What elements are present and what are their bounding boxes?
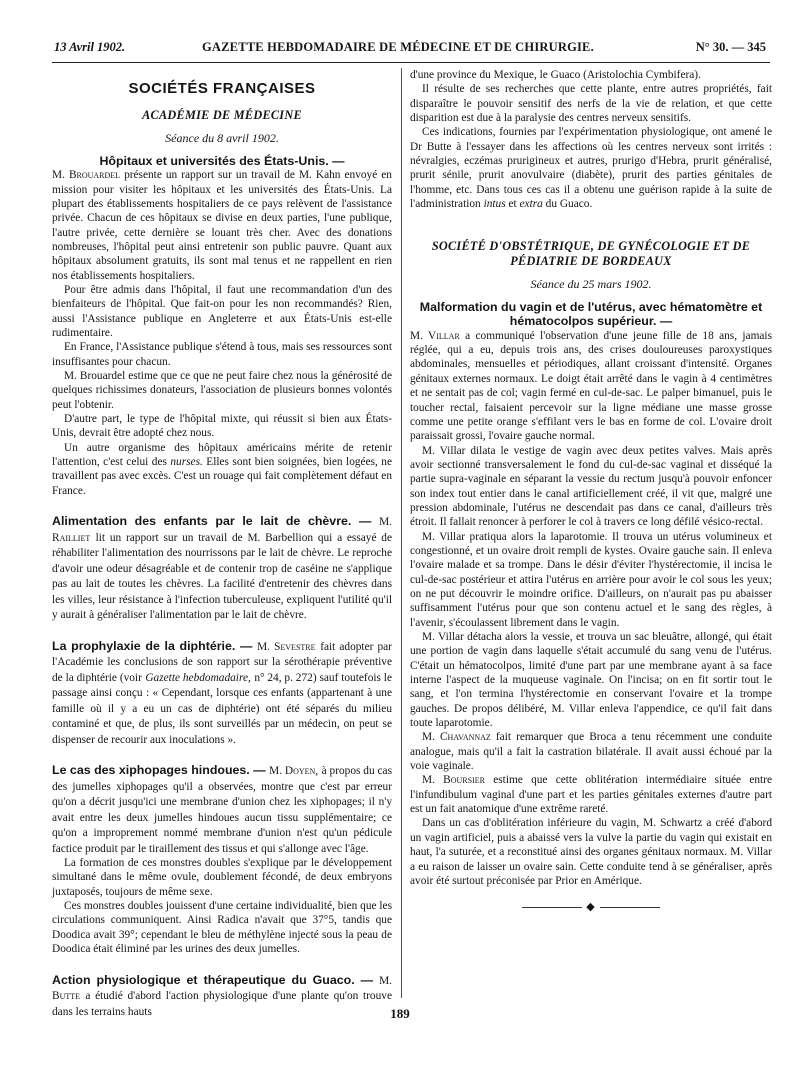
right-column xyxy=(410,68,772,915)
header-rule xyxy=(52,62,770,63)
article-paragraph: M. Villar détacha alors la vessie, et trouva un sac bleuâtre, allongé, qui était une portion de vagin dans laquelle s'était accumulé du sang venu de l'utérus. C'était un hématocolpos, limité d'une part par une membrane ayant à sa face interne l'aspect de la muqueuse vaginale. On l'incisa; on en fit sortir tout le sang, et l'on termina l'hystérectomie en conservant l'ovaire et la trompe gauches. De propos délibéré, M. Villar enleva l'appendice, ce qu'il fait dans toute laparotomie. xyxy=(410,631,772,730)
author-name: M. Butte xyxy=(52,974,392,1002)
author-name: M. Chavannaz xyxy=(422,731,491,744)
end-ornament xyxy=(410,900,772,914)
page-folio: 189 xyxy=(390,1006,410,1021)
issue-number-page: N° 30. — 345 xyxy=(695,40,766,54)
column-divider xyxy=(401,68,402,998)
author-name: M. Brouardel xyxy=(52,169,121,182)
article-paragraph: M. Villar dilata le vestige de vagin avec deux petites valves. Mais après avoir sectionné transversalement le fond du cul-de-sac vaginal et disséqué la partie supra-vaginale en séparant la vessie du rectum jusqu'à pouvoir enfoncer son index tout entier dans le canal artificiellement créé, il vit que, malgré une pression abdominale, l'utérus ne descendait pas dans ce canal, d'ailleurs très étroit. Il fallait renoncer à perforer le col à travers ce long défilé vésico-rectal. xyxy=(410,444,772,529)
author-name: M. Railliet xyxy=(52,516,392,544)
article-paragraph: Un autre organisme des hôpitaux américains mérite de retenir l'attention, c'est celui des nurses. Elles sont bien soignées, bien logées, ne travaillent pas avec excès. C'est un rouage qui fait complètement défaut en France. xyxy=(52,441,393,497)
article-paragraph: M. Villar a communiqué l'observation d'une jeune fille de 18 ans, jamais réglée, qui a eu, depuis trois ans, des crises douloureuses paroxystiques abdominales, mensuelles et périodiques, allant croissant d'intensité. Organes génitaux externes normaux. Le doigt était arrêté dans le vagin à 4 centimètres et ne sentait pas de col; vagin fermé en cul-de-sac. Le palper bimanuel, puis le toucher rectal, faisaient percevoir sur la ligne médiane une masse grosse comme une petite orange s'effilant vers le bas en forme de col. L'ovaire droit paraissait grossi, l'ovaire gauche normal. xyxy=(410,329,773,443)
author-name: M. Sevestre xyxy=(257,640,316,653)
society-title-bordeaux: SOCIÉTÉ D'OBSTÉTRIQUE, DE GYNÉCOLOGIE ET DE PÉDIATRIE DE BORDEAUX xyxy=(431,239,751,269)
article-paragraph: Ces indications, fournies par l'expérimentation physiologique, ont amené le Dr Butte à l'essayer dans les affections où les centres nerveux sont irrités : névralgies, eczémas prurigineux et autres, prurigo d'Hebra, prurit généralisé, prurit sénile, prurit anovulvaire (diabète), prurit des parties génitales de l'homme, etc. Dans tous ces cas il a obtenu une guérison rapide à la suite de l'administration intus et extra du Guaco. xyxy=(410,126,772,211)
diamond-ornament-icon: ◆ xyxy=(586,901,596,914)
author-name: M. Villar xyxy=(410,329,460,342)
article-title-malformation: Malformation du vagin et de l'utérus, avec hématomètre et hématocolpos supérieur. — xyxy=(419,299,763,329)
article-paragraph: d'une province du Mexique, le Guaco (Aristolochia Cymbifera). xyxy=(410,69,701,81)
author-name: M. Doyen, xyxy=(269,765,319,778)
society-title-academie: ACADÉMIE DE MÉDECINE xyxy=(142,108,302,123)
article-title-lait-chevre: Alimentation des enfants par le lait de chèvre. — M. Railliet lit un rapport sur un travail de M. Barbellion qui a essayé de réhabiliter l'alimentation des nourrissons par le lait de chèvre. Le reproche d'avoir une odeur désagréable et de contenir trop de caséine ne s'applique pas au lait de toutes les chèvres. La facilité d'entretenir des chèvres dans les villes, leur résistance à l'infection tuberculeuse, expliquent l'utilité qu'il y aurait à généraliser l'alimentation par le lait de chèvre. xyxy=(52,514,392,622)
article-paragraph: Pour être admis dans l'hôpital, il faut une recommandation d'un des bienfaiteurs de l'hôpital. Que fait-on pour les non recommandés? Rien, aussi l'Assistance publique en Angleterre et aux États-Unis est-elle rudimentaire. xyxy=(52,283,392,339)
article-paragraph: En France, l'Assistance publique s'étend à tous, mais ses ressources sont insuffisantes pour chacun. xyxy=(52,341,392,368)
article-title-guaco: Action physiologique et thérapeutique du Guaco. — M. Butte a étudié d'abord l'action physiologique d'une plante qu'on trouve dans les terrains hauts xyxy=(52,972,392,1018)
article-title-xiphopages: Le cas des xiphopages hindoues. — M. Doyen, à propos du cas des jumelles xiphopages qu'il a observées, montre que c'est par erreur qu'on a décrit jusqu'ici une membrane d'union chez les xiphopages; il n'y avait entre les deux jumelles hindoues aucun tissu supplémentaire; ce qu'on a improprement nommé membrane d'union n'est qu'un pédicule factice produit par le tiraillement des tissus et qui s'allonge avec l'âge. xyxy=(52,763,392,855)
article-paragraph: Dans un cas d'oblitération inférieure du vagin, M. Schwartz a créé d'abord un vagin artificiel, puis a abaissé vers la vulve la partie du vagin qui existait en haut, l'a suturée, et a reconstitué ainsi des organes génitaux normaux. M. Villar a eu raison de laisser un ovaire sain. Cette conduite tend à se généraliser, après avoir été surtout préconisée par Prior en Amérique. xyxy=(410,817,772,887)
article-title-diphterie: La prophylaxie de la diphtérie. — M. Sevestre fait adopter par l'Académie les conclusions de son rapport sur la sérothérapie préventive de la diphtérie (voir Gazette hebdomadaire, n° 24, p. 272) sauf toutefois le passage ainsi conçu : « Cependant, lorsque ces enfants (appartenant à une famille où il y a eu un cas de diphtérie) ont été séparés du milieu contaminé et que, de plus, ils sont surveillés par un médecin, on peut se dispenser de recourir aux inoculations ». xyxy=(52,638,392,746)
article-paragraph: M. Chavannaz fait remarquer que Broca a tenu récemment une conduite analogue, mais qu'il a fait la castration bilatérale. Il avait aussi échoué par la voie vaginale. xyxy=(410,731,773,773)
running-header xyxy=(54,40,766,58)
issue-date: 13 Avril 1902. xyxy=(54,40,126,54)
article-paragraph: Il résulte de ses recherches que cette plante, entre autres propriétés, fait disparaître le pouvoir sensitif des nerfs de la vie de relation, et que cette disparition est due à la paralysie des centres nerveux sensitifs. xyxy=(410,83,772,125)
seance-date-bordeaux: Séance du 25 mars 1902. xyxy=(530,277,652,292)
article-paragraph: M. Brouardel présente un rapport sur un travail de M. Kahn envoyé en mission pour visiter les hôpitaux et les universités des États-Unis. La plupart des établissements hospitaliers de ce pays relèvent de l'assistance privée. Chacun de ces hôpitaux se divise en deux parties, l'une publique, l'autre privée, cette dernière se louant très cher. Avec des donations nombreuses, l'hôpital peut ainsi entretenir son public pauvre. Quant aux hôpitaux absolument gratuits, ils sont mal tenus et ne rappellent en rien nos établissements hospitaliers. xyxy=(52,169,392,282)
article-paragraph: D'autre part, le type de l'hôpital mixte, qui réussit si bien aux États-Unis, devrait être adopté chez nous. xyxy=(52,413,392,440)
seance-date-academie: Séance du 8 avril 1902. xyxy=(165,131,279,146)
article-paragraph: M. Villar pratiqua alors la laparotomie. Il trouva un utérus volumineux et congestionné, et un ovaire droit rempli de kystes. Ovaire gauche sain. Il enleva l'ovaire malade et sa trompe. Dans le désir d'éviter l'hystérectomie, il incisa le cul-de-sac postérieur et attira l'utérus en arrière pour avoir le col sous les yeux; on ne put découvrir le moindre orifice. D'ailleurs, on n'aurait pas pu abaisser suffisamment l'utérus pour que son contenu actuel et le sang des règles, à l'avenir, s'écoulassent librement dans le vagin. xyxy=(410,530,772,629)
left-column xyxy=(52,68,392,1019)
article-title-hopitaux: Hôpitaux et universités des États-Unis. — xyxy=(99,153,345,168)
author-name: M. Boursier xyxy=(422,774,485,787)
journal-title: GAZETTE HEBDOMADAIRE DE MÉDECINE ET DE CHIRURGIE. xyxy=(202,40,594,54)
section-title: SOCIÉTÉS FRANÇAISES xyxy=(128,80,316,97)
article-paragraph: La formation de ces monstres doubles s'explique par le développement simultané dans le même ovule, doublement fécondé, de deux embryons juxtaposés, toujours de même sexe. xyxy=(52,857,392,898)
article-paragraph: Ces monstres doubles jouissent d'une certaine individualité, bien que les circulations communiquent. Ainsi Radica n'avait que 37°5, tandis que Doodica avait 39°; cependant le bleu de méthylène injecté sous la peau de Doodica était éliminé par les urines des deux jumelles. xyxy=(52,900,392,956)
article-paragraph: M. Brouardel estime que ce que ne peut faire chez nous la générosité de quelques richissimes donateurs, l'association de plusieurs bonnes volontés peut l'obtenir. xyxy=(52,370,392,411)
article-paragraph: M. Boursier estime que cette oblitération intermédiaire située entre l'infundibulum vaginal d'une part et les parties génitales externes d'autre part est un fait anatomique d'une extrême rareté. xyxy=(410,774,772,816)
